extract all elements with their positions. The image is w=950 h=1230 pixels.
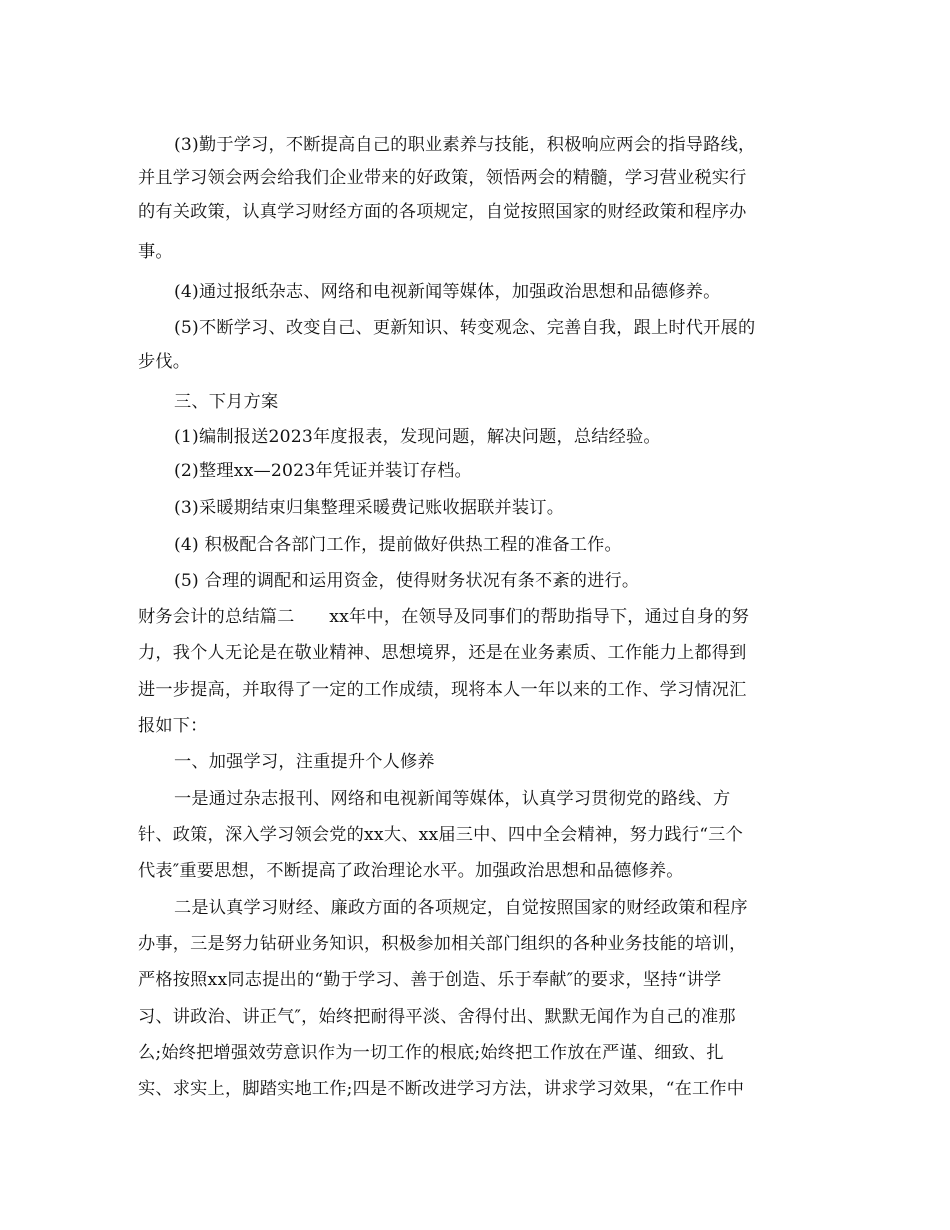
section-heading: 一、加强学习，注重提升个人修养 xyxy=(174,752,435,772)
text-line: 习、讲政治、讲正气″，始终把耐得平淡、舍得付出、默默无闻作为自己的准那 xyxy=(138,1007,736,1027)
text-line: 严格按照xx同志提出的“勤于学习、善于创造、乐于奉献″的要求，坚持“讲学 xyxy=(138,970,722,990)
text-line: 实、求实上，脚踏实地工作;四是不断改进学习方法，讲求学习效果，“在工作中 xyxy=(138,1079,745,1099)
text-line: (5) 合理的调配和运用资金，使得财务状况有条不紊的进行。 xyxy=(174,571,640,591)
text-line: 代表″重要思想，不断提高了政治理论水平。加强政治思想和品德修养。 xyxy=(138,861,684,881)
text-line: (3)采暖期结束归集整理采暖费记账收据联并装订。 xyxy=(174,498,565,518)
text-line: 步伐。 xyxy=(138,352,191,372)
text-line: 么;始终把增强效劳意识作为一切工作的根底;始终把工作放在严谨、细致、扎 xyxy=(138,1043,724,1063)
text-line: (5)不断学习、改变自己、更新知识、转变观念、完善自我，跟上时代开展的 xyxy=(174,318,756,338)
text-line: 报如下： xyxy=(138,716,208,736)
text-line: (3)勤于学习，不断提高自己的职业素养与技能，积极响应两会的指导路线， xyxy=(174,135,756,155)
text-line: 并且学习领会两会给我们企业带来的好政策，领悟两会的精髓，学习营业税实行 xyxy=(138,168,747,188)
text-line: 事。 xyxy=(138,242,173,262)
text-line: 办事，三是努力钻研业务知识，积极参加相关部门组织的各种业务技能的培训， xyxy=(138,934,747,954)
text-line: (4) 积极配合各部门工作，提前做好供热工程的准备工作。 xyxy=(174,535,622,555)
text-line: 的有关政策，认真学习财经方面的各项规定，自觉按照国家的财经政策和程序办 xyxy=(138,202,747,222)
text-line: 针、政策，深入学习领会党的xx大、xx届三中、四中全会精神，努力践行“三个 xyxy=(138,825,743,845)
text-line: 力，我个人无论是在敬业精神、思想境界，还是在业务素质、工作能力上都得到 xyxy=(138,643,747,663)
text-line: 二是认真学习财经、廉政方面的各项规定，自觉按照国家的财经政策和程序 xyxy=(174,898,748,918)
text-line: 进一步提高，并取得了一定的工作成绩，现将本人一年以来的工作、学习情况汇 xyxy=(138,680,747,700)
section-heading: 三、下月方案 xyxy=(174,392,279,412)
text-line: 一是通过杂志报刊、网络和电视新闻等媒体，认真学习贯彻党的路线、方 xyxy=(174,789,731,809)
text-line: (2)整理xx—2023年凭证并装订存档。 xyxy=(174,461,472,481)
text-line: 财务会计的总结篇二 xx年中，在领导及同事们的帮助指导下，通过自身的努 xyxy=(138,607,749,627)
text-line: (4)通过报纸杂志、网络和电视新闻等媒体，加强政治思想和品德修养。 xyxy=(174,282,721,302)
text-line: (1)编制报送2023年度报表，发现问题，解决问题，总结经验。 xyxy=(174,427,661,447)
